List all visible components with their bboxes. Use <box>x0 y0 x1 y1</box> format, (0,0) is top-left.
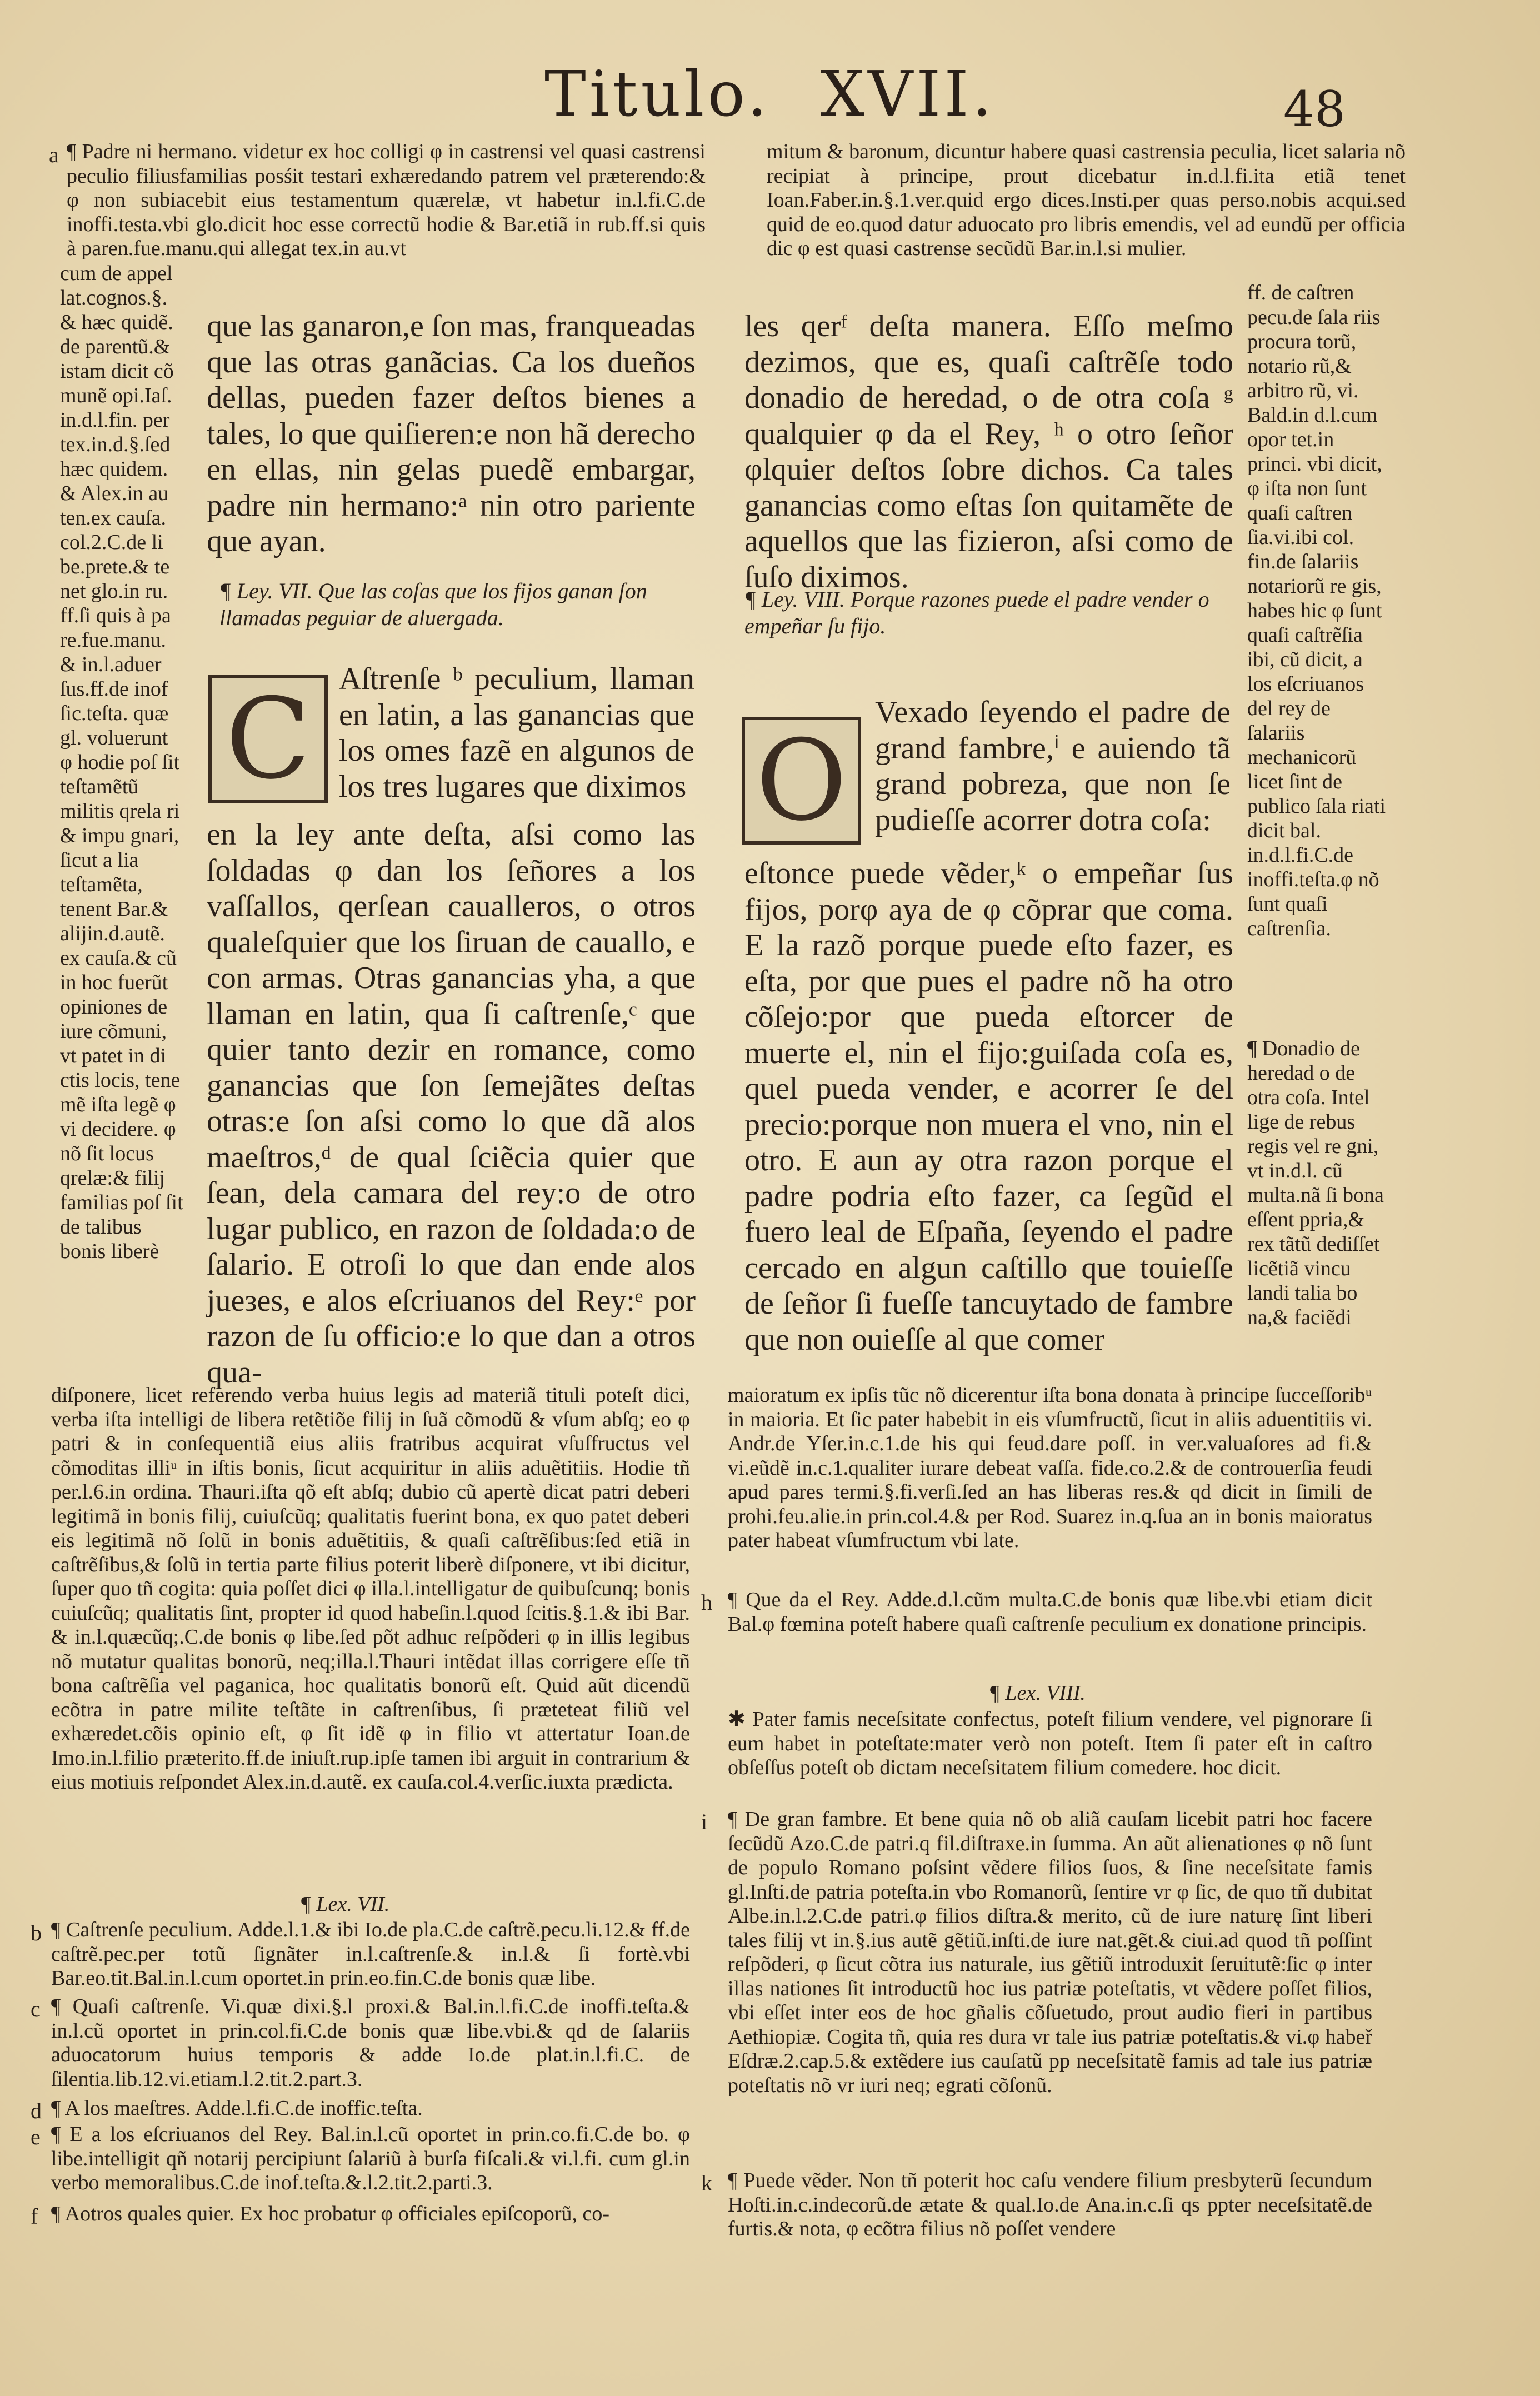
folio-number: 48 <box>1283 81 1346 138</box>
note-letter-c: c <box>31 1996 41 2021</box>
note-h: ¶ Que da el Rey. Adde.d.l.cũm multa.C.de bonis quæ libe.vbi etiam dicit Bal.φ fœmina poteſt habere quaſi caſtrenſe peculium ex donatione principis. <box>728 1588 1372 1636</box>
initial-letter-o: O <box>756 716 847 846</box>
note-k: ¶ Puede vẽder. Non tñ poterit hoc caſu vendere filium presbyterũ ſecundum Hoſti.in.c.indecorũ.de ætate & qual.Io.de Ana.in.c.ſi qs ppter neceſsitatẽ.de furtis.& nota, φ ecõtra filius nõ poſſet vendere <box>728 2169 1372 2240</box>
right-margin-gloss-2: ¶ Donadio de heredad o de otra coſa. Intel lige de rebus regis vel re gni, vt in.d.l. cũ multa.nã ſi bona eſſent ppria,& rex tãtũ dediſſet licẽtiã vincu landi talia bo na,& faciẽdi <box>1247 1037 1384 1329</box>
note-d: ¶ A los maeſtres. Adde.l.fi.C.de inoffic.teſta. <box>51 2096 423 2120</box>
note-letter-e: e <box>31 2124 41 2149</box>
note-e: ¶ E a los eſcriuanos del Rey. Bal.in.l.cũ oportet in prin.co.fi.C.de bo. φ libe.intelligit qñ notarij percipiunt ſalariũ à burſa fiſcali.& vi.l.fi. cum gl.in verbo memoralibus.C.de inof.teſta.&.l.2.tit.2.parti.3. <box>51 2123 690 2194</box>
note-f: ¶ Aotros quales quier. Ex hoc probatur φ officiales epiſcoporũ, co- <box>51 2202 610 2225</box>
bottom-right-gloss: maioratum ex ipſis tũc nõ dicerentur iſta bona donata à principe ſucceſſoribᵘ in maioria. Et ſic pater habebit in eis vſumfructũ, ſicut in aliis aduentitiis vi. Andr.de Yſer.in.c.1.de his qui feud.dare poſſ. in ver.valuaſores ad fi.& vi.eũdẽ in.c.1.qualiter iurare debeat vaſſa. fide.co.2.& de controuerſia feudi apud pares termi.§.fi.verſi.ſed an has liberas res.& qd dicit in ſimili de prohi.feu.alie.in prin.col.4.& per Rod. Suarez in.q.ſua an in bonis maioratus pater habeat vſumfructum vbi late. <box>728 1384 1372 1552</box>
left-col-continuation: que las ganaron,e ſon mas, franqueadas que las otras ganãcias. Ca los dueños dellas, pueden fazer deſtos bienes a tales, lo que quiſieren:e non hã derecho en ellas, nin gelas puedẽ embargar, padre nin hermano:ᵃ nin otro pariente que ayan. <box>207 309 696 558</box>
decorated-initial-o <box>742 717 861 845</box>
law-vii-rubric: ¶ Ley. VII. Que las coſas que los fijos ganan ſon llamadas peguiar de aluergada. <box>219 578 647 630</box>
note-letter-f: f <box>31 2204 38 2229</box>
decorated-initial-c <box>208 675 328 803</box>
note-letter-k: k <box>701 2170 712 2195</box>
note-letter-d: d <box>31 2098 42 2123</box>
note-i: ¶ De gran fambre. Et bene quia nõ ob aliã cauſam licebit patri hoc facere ſecũdũ Azo.C.de patri.q fil.diſtraxe.in ſumma. An aũt alienationes φ nõ ſunt de populo Romano poſsint vẽdere filios ſuos, & ſine neceſsitate famis gl.Inſti.de patria poteſta.in vbo Romanorũ, ſentire vr φ ſic, de quo tñ dubitat Albe.in.l.2.C.de patri.φ filios diſtra.& merito, cũ de iure naturę ſint liberi tales filij vt in.§.ius autẽ gẽtiũ.inſti.de iure nat.gẽt.& ciui.ad quod tñ poſſint reſpõderi, φ ſicut cõtra ius naturale, ius gẽtiũ introduxit ſeruitutẽ:ſic φ inter illas nationes ſit introductũ hoc ius patriæ poteſtatis, vt vẽdere poſſet filios, vbi eſſet inter eos de hoc gñalis cõſuetudo, prout audio fieri in partibus Aethiopiæ. Cogita tñ, quia res dura vr tale ius patriæ poteſtatis.& vi.φ habeř Eſdræ.2.cap.5.& extẽdere ius cauſatũ pp neceſsitatẽ famis ad tale ius patriæ poteſtatis nõ vr iuri neq; egrati cõſonũ. <box>728 1808 1372 2097</box>
right-col-continuation: les qerᶠ deſta manera. Eſſo meſmo dezimos, que es, quaſi caſtrẽſe todo donadio de heredad, o de otra coſa ᵍ qualquier φ da el Rey, ʰ o otro ſeñor φlquier deſtos ſobre dichos. Ca tales ganancias como eſtas ſon quitamẽte de aquellos que las fizieron, aſsi como de ſuſo diximos. <box>744 309 1233 595</box>
note-letter-h: h <box>701 1590 712 1615</box>
left-margin-gloss: cum de appel lat.cognos.§. & hæc quidẽ. de parentũ.& istam dicit cõ munẽ opi.Iaſ. in.d.l.fin. per tex.in.d.§.ſed hæc quidem. & Alex.in au ten.ex cauſa. col.2.C.de li be.prete.& te net glo.in ru. ff.ſi quis à pa re.fue.manu. & in.l.aduer ſus.ff.de inof ſic.teſta. quæ gl. voluerunt φ hodie poſ ſit teſtamẽtũ militis qrela ri & impu gnari, ſicut a lia teſtamẽta, tenent Bar.& alijin.d.autẽ. ex cauſa.& cũ in hoc fuerũt opiniones de iure cõmuni, vt patet in di ctis locis, tene mẽ iſta legẽ φ vi decidere. φ nõ ſit locus qrelæ:& filij familias poſ ſit de talibus bonis liberè <box>60 262 183 1263</box>
right-margin-gloss: ff. de caſtren pecu.de ſala riis procura torũ, notario rũ,& arbitro rũ, vi. Bald.in d.l.cum opor tet.in princi. vbi dicit, φ iſta non ſunt quaſi caſtren ſia.vi.ibi col. fin.de ſalariis notariorũ re gis, habes hic φ ſunt quaſi caſtrẽſia ibi, cũ dicit, a los eſcriuanos del rey de ſalariis mechanicorũ licet ſint de publico ſala riati dicit bal. in.d.l.fi.C.de inoffi.teſta.φ nõ ſunt quaſi caſtrenſia. <box>1247 281 1386 940</box>
summary-law-viii: ✱ Pater famis neceſsitate confectus, poteſt filium vendere, vel pignorare ſi eum habet in poteſtate:mater verò non poteſt. Item ſi pater eſt in caſtro obſeſſus poteſt ob dictam neceſsitatem filium comedere. hoc dicit. <box>728 1708 1372 1779</box>
note-c: ¶ Quaſi caſtrenſe. Vi.quæ dixi.§.l proxi.& Bal.in.l.fi.C.de inoffi.teſta.& in.l.cũ oportet in prin.col.fi.C.de bonis quæ libe.vbi.& qd de ſalariis aduocatorum huius temporis & adde Io.de plat.in.l.fi.C. de ſilentia.lib.12.vi.etiam.l.2.tit.2.part.3. <box>51 1995 690 2091</box>
top-right-gloss: mitum & baronum, dicuntur habere quasi castrensia peculia, licet salaria nõ recipiat à principe, prout dicebatur in.d.l.fi.ita etiã tenet Ioan.Faber.in.§.1.ver.quid ergo dices.Insti.per quas perso.nobis acqui.sed quid de eo.quod datur aduocato pro libris emendis, vel ad eundũ per officia dic φ est quasi castrense secũdũ Bar.in.l.si mulier. <box>767 140 1406 260</box>
initial-letter: C <box>225 675 311 804</box>
note-b: ¶ Caſtrenſe peculium. Adde.l.1.& ibi Io.de pla.C.de caſtrẽ.pecu.li.12.& ff.de caſtrẽ.pec.per totũ ſignãter in.l.caſtrenſe.& in.l.& ſi fortè.vbi Bar.eo.tit.Bal.in.l.cum oportet.in prin.eo.fin.C.de bonis quæ libe. <box>51 1918 690 1990</box>
running-header <box>544 58 995 131</box>
gloss-letter-a: a <box>49 142 59 167</box>
law-viii-rubric: ¶ Ley. VIII. Porque razones puede el padre vender o empeñar ſu fijo. <box>744 587 1209 638</box>
note-letter-i: i <box>701 1809 708 1834</box>
law-vii-body: en la ley ante deſta, aſsi como las ſoldadas φ dan los ſeñores a los vaſſallos, qerſean caualleros, o otros qualeſquier que los ſiruan de cauallo, e con armas. Otras ganancias yha, a que llaman en latin, qua ſi caſtrenſe,ᶜ que quier tanto dezir en romance, como ganancias que ſon ſemejãtes deſtas otras:e ſon aſsi como lo que dã alos maeſtros,ᵈ de qual ſciẽcia quier que ſean, dela camara del rey:o de otro lugar publico, en razon de ſoldada:o de ſalario. E otroſi lo que dan ende alos jueзes, e alos eſcriuanos del Rey:ᵉ por razon de ſu officio:e lo que dan a otros qua- <box>207 817 696 1390</box>
law-viii-body: eſtonce puede vẽder,ᵏ o empeñar ſus fijos, porφ aya de φ cõprar que coma. E la razõ porque puede eſto fazer, es eſta, por que pues el padre nõ ha otro cõſejo:por que pueda eſtorcer de muerte el, nin el fijo:guiſada coſa es, quel pueda vender, e acorrer ſe del precio:porque non muera el vno, nin el otro. E aun ay otra razon porque el padre podria eſto fazer, ca ſegũd el fuero leal de Eſpaña, ſeyendo el padre cercado en algun caſtillo que touieſſe de ſeñor ſi fueſſe tancuytado de fambre que non ouieſſe al que comer <box>744 856 1233 1357</box>
law-viii-first-lines: Vexado ſeyendo el padre de grand fambre,ⁱ e auiendo tã grand pobreza, que non ſe pudieſſe acorrer dotra coſa: <box>875 695 1231 837</box>
top-left-gloss: ¶ Padre ni hermano. videtur ex hoc colligi φ in castrensi vel quasi castrensi peculio filiusfamilias posśit testari exhæredando patrem vel præterendo:& φ non subiacebit eius testamentum quærelæ, vt habetur in.l.fi.C.de inoffi.testa.vbi glo.dicit hoc esse correctũ hodie & Bar.etiã in rub.ff.si quis à paren.fue.manu.qui allegat tex.in au.vt <box>67 140 706 260</box>
law-vii-first-lines: Aſtrenſe ᵇ peculium, llaman en latin, a las ganancias que los omes fazẽ en algunos de los tres lugares que diximos <box>339 662 694 804</box>
lex-viii-heading: ¶ Lex. VIII. <box>989 1681 1086 1705</box>
lex-vii-heading: ¶ Lex. VII. <box>300 1893 390 1916</box>
bottom-left-gloss: diſponere, licet referendo verba huius legis ad materiã tituli poteſt dici, verba iſta intelligi de libera retẽtiõe filij in ſuã cõmodũ & vſum abſq; eo φ patri & in conſequentiã eius aliis fratribus acquirat vſuſfructus vel cõmoditas illiᵘ in iſtis bonis, ſicut acquiritur in aliis aduẽtitiis. Hodie tñ per.l.6.in ordina. Thauri.iſta qõ eſt abſq; dubio cũ apertè dicat patri deberi legitimã in bonis filij, cuiuſcũq; qualitatis fuerint bona, ex quo patet deberi eis legitimã nõ ſolũ in bonis aduẽtitiis, & quaſi caſtrẽſibus:ſed etiã in caſtrẽſibus,& ſolũ in tertia parte filius poterit liberè diſponere, vt ibi dicitur, ſuper quo tñ cogita: quia poſſet dici φ illa.l.intelligatur de quibuſcunq; bonis cuiuſcũq; qualitatis ſint, propter id quod habeſin.l.quod ſcitis.§.1.& ibi Bar. & in.l.quæcũq;.C.de bonis φ libe.ſed põt adhuc reſpõderi φ in illis legibus nõ mutatur qualitas bonorũ, neq;illa.l.Thauri intẽdat illas corrigere eſſe tñ bona caſtrẽſia vel paganica, hoc qualitatis bonorũ eſt. Quid aũt dicendũ ecõtra in patre milite teſtãte in caſtrenſibus, ſi præteteat filiũ vel exhæredet.cõis opinio eſt, φ ſit idẽ φ in filio vt attertatur Ioan.de Imo.in.l.filio præterito.ff.de iniuſt.rup.ipſe tamen ibi arguit in contrarium & eius motiuis reſpondet Alex.in.d.autẽ. ex cauſa.col.4.verſic.iuxta prædicta. <box>51 1384 690 1794</box>
header-number: XVII. <box>820 58 996 131</box>
note-letter-b: b <box>31 1920 42 1945</box>
header-title: Titulo. <box>544 58 771 131</box>
